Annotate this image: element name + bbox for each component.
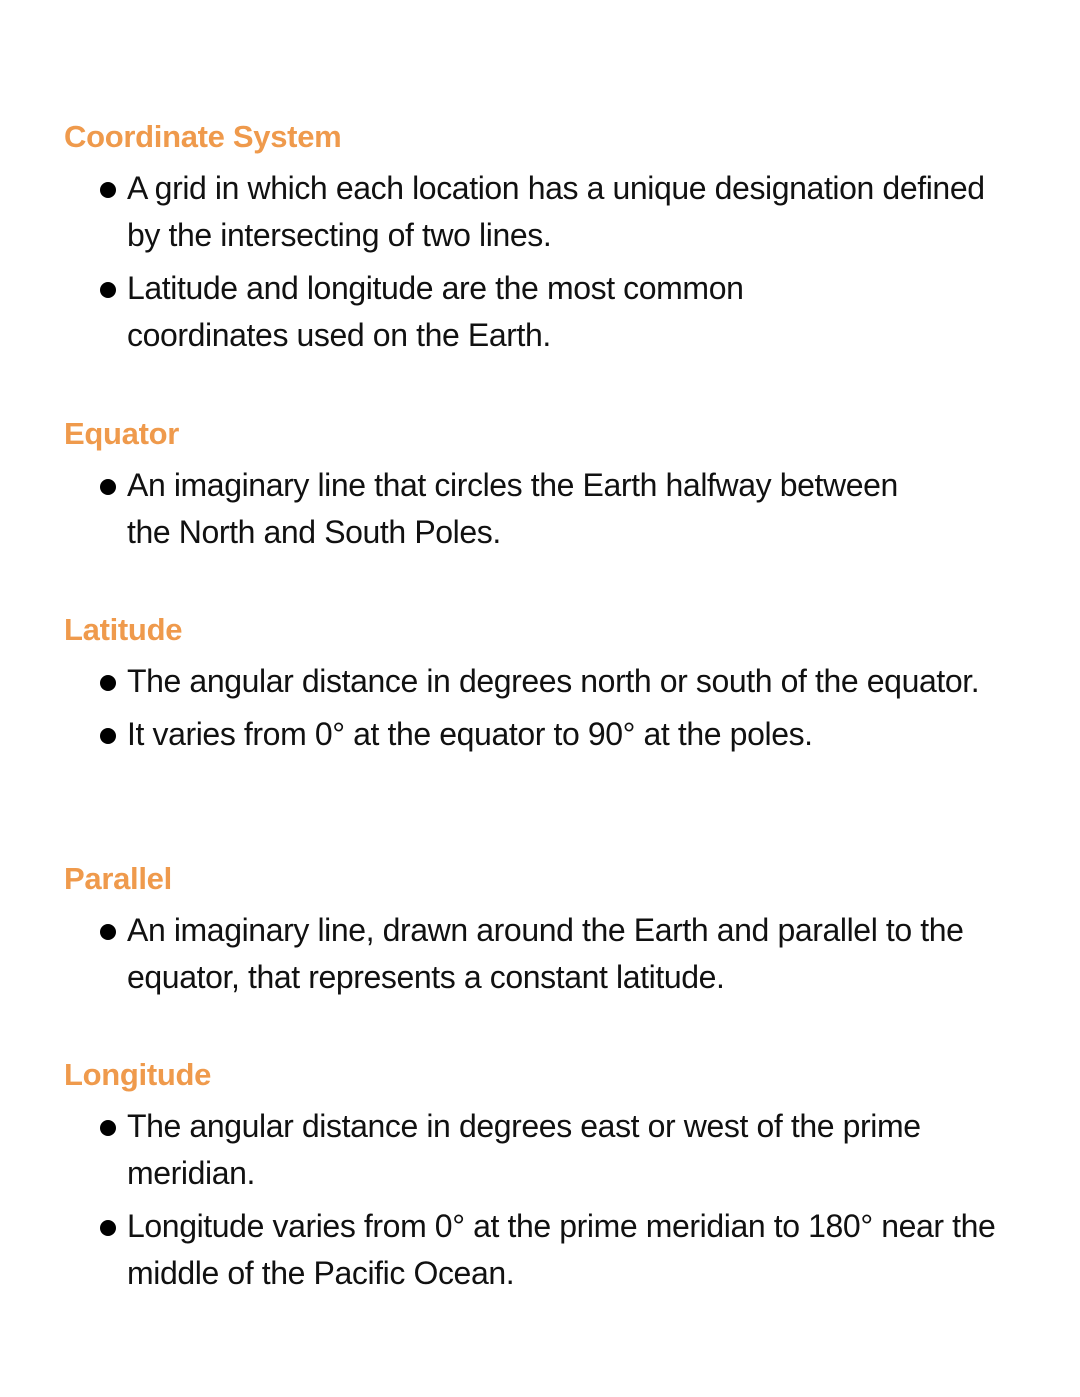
bullet-icon — [100, 675, 116, 691]
definition-text: A grid in which each location has a unique designation defined by the intersecting of two lines. — [127, 170, 985, 253]
term-heading: Latitude — [64, 612, 183, 647]
definition-item — [64, 1103, 987, 1197]
bullet-icon — [100, 924, 116, 940]
definition-list — [64, 658, 1024, 758]
definition-item — [64, 462, 947, 556]
definition-text: The angular distance in degrees north or south of the equator. — [127, 663, 980, 699]
definition-text: Latitude and longitude are the most common coordinates used on the Earth. — [127, 270, 744, 353]
bullet-icon — [100, 1220, 116, 1236]
definition-item — [64, 265, 887, 359]
definition-list — [64, 1103, 1024, 1297]
section-parallel — [64, 859, 1024, 1007]
definition-text: The angular distance in degrees east or west of the prime meridian. — [127, 1108, 921, 1191]
definition-item — [64, 1203, 1067, 1297]
bullet-icon — [100, 728, 116, 744]
bullet-icon — [100, 182, 116, 198]
section-equator — [64, 414, 1024, 562]
definition-list — [64, 462, 1024, 556]
definition-text: An imaginary line that circles the Earth halfway between the North and South Poles. — [127, 467, 898, 550]
section-longitude — [64, 1055, 1024, 1303]
term-heading: Equator — [64, 416, 180, 451]
definition-list — [64, 165, 1024, 359]
term-heading: Coordinate System — [64, 119, 342, 154]
definition-text: Longitude varies from 0° at the prime meridian to 180° near the middle of the Pacific Ocean. — [127, 1208, 996, 1291]
section-coordinate-system — [64, 117, 1024, 365]
definition-text: An imaginary line, drawn around the Earth and parallel to the equator, that represents a constant latitude. — [127, 912, 964, 995]
definition-item — [64, 165, 1007, 259]
definition-item — [64, 658, 1007, 705]
definition-item — [64, 907, 1067, 1001]
bullet-icon — [100, 1120, 116, 1136]
bullet-icon — [100, 282, 116, 298]
section-latitude — [64, 610, 1024, 764]
definition-list — [64, 907, 1024, 1001]
term-heading: Longitude — [64, 1057, 212, 1092]
term-heading: Parallel — [64, 861, 172, 896]
bullet-icon — [100, 479, 116, 495]
definition-text: It varies from 0° at the equator to 90° at the poles. — [127, 716, 813, 752]
definition-item — [64, 711, 1027, 758]
